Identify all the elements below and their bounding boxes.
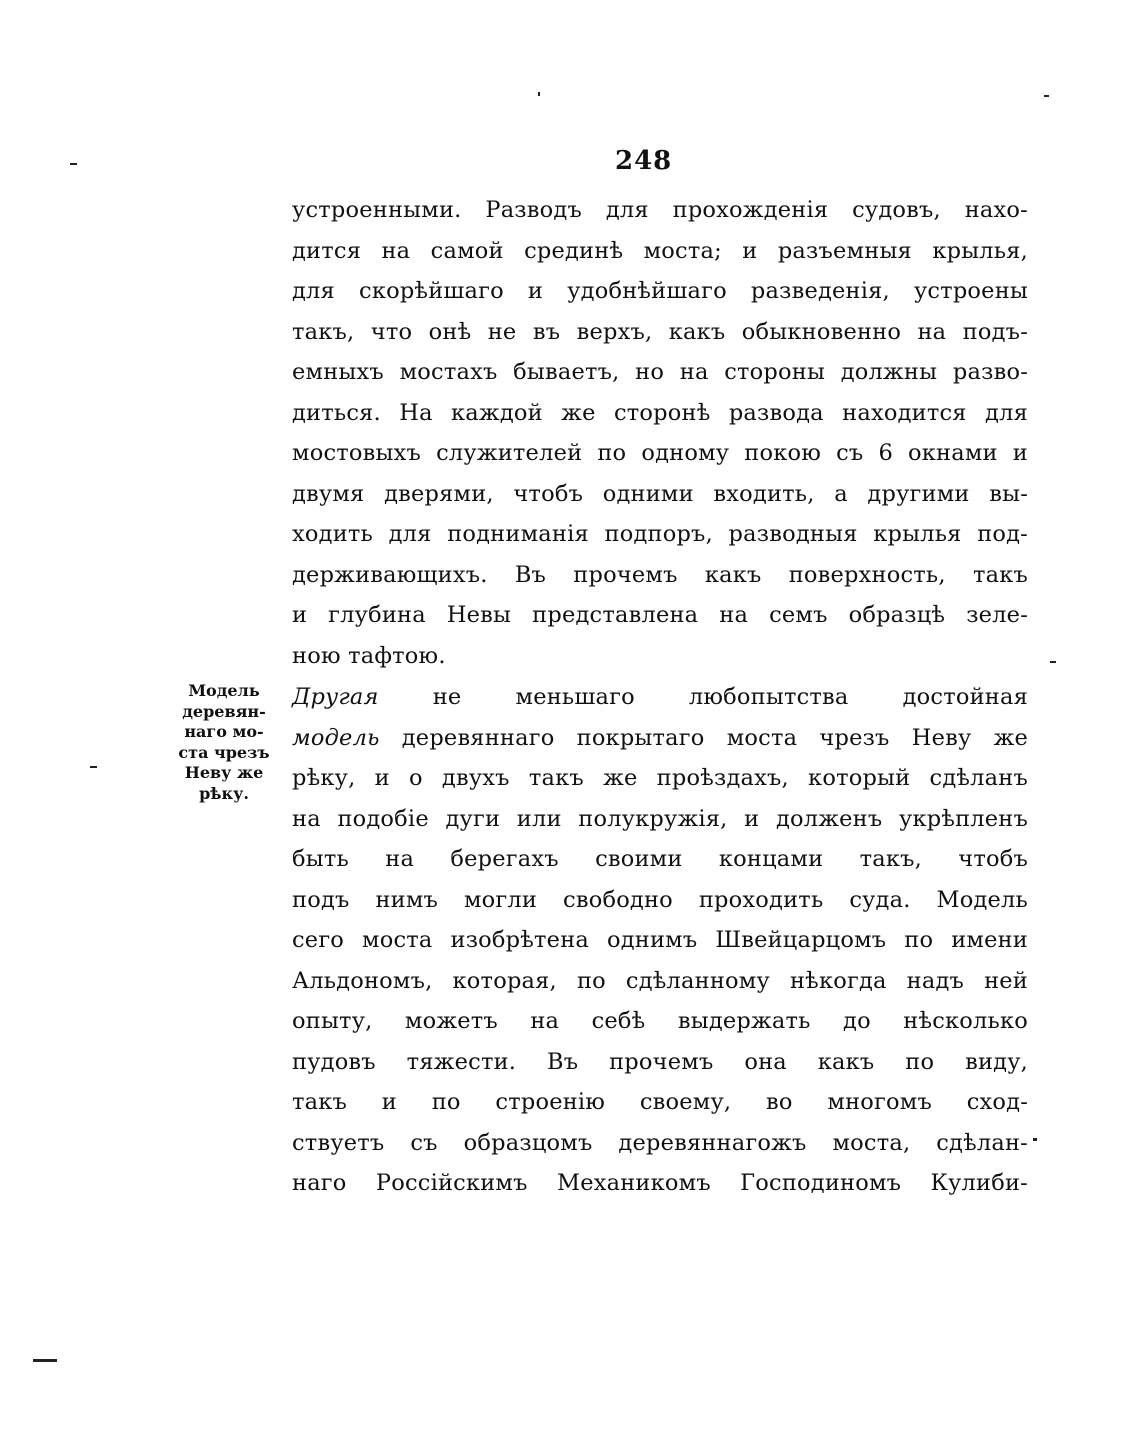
scan-speck [1044,95,1049,97]
text-line: ствуетъ съ образцомъ деревяннагожъ моста, сдѣлан- [292,1129,1028,1156]
paragraph-bridge-model [292,677,1028,1204]
text-line [292,677,1028,718]
margin-note [168,681,280,804]
text-line: пудовъ тяжести. Въ прочемъ она какъ по виду, [292,1048,1028,1075]
margin-note-line: ста чрезъ [178,742,270,762]
text-line: Альдономъ, которая, по сдѣланному нѣкогда надъ ней [292,967,1028,994]
text-span: не меньшаго любопытства достойная [432,684,1029,710]
text-line: держивающихъ. Въ прочемъ какъ поверхность, такъ [292,561,1028,588]
scan-speck [538,92,540,96]
text-line: на подобіе дуги или полукружія, и долженъ укрѣпленъ [292,805,1028,832]
text-line: дится на самой срединѣ моста; и разъемныя крылья, [292,237,1028,264]
text-line: мостовыхъ служителей по одному покою съ 6 окнами и [292,440,1028,466]
text-line: такъ и по строенію своему, во многомъ сход- [292,1089,1028,1115]
paragraph-bridge-draw [292,190,1028,676]
page-number: 248 [615,146,673,176]
scan-speck [90,766,97,768]
text-line: для скорѣйшаго и удобнѣйшаго разведенія, устроены [292,278,1028,304]
text-line: рѣку, и о двухъ такъ же проѣздахъ, который сдѣланъ [292,765,1028,791]
text-line: устроенными. Разводъ для прохожденія судовъ, нахо- [292,197,1028,223]
text-line [292,718,1028,759]
text-line: такъ, что онѣ не въ верхъ, какъ обыкновенно на подъ- [292,318,1028,345]
margin-note-line: Модель [188,681,260,700]
text-line: ною тафтою. [292,642,446,669]
italic-word: модель [292,724,380,751]
text-line: емныхъ мостахъ бываетъ, но на стороны должны разво- [292,359,1028,385]
text-line: и глубина Невы представлена на семъ образцѣ зеле- [292,602,1028,628]
scan-speck [1033,1138,1037,1141]
margin-note-line: наго мо- [184,722,264,741]
margin-note-line: рѣку. [199,783,249,803]
text-line: двумя дверями, чтобъ одними входить, а другими вы- [292,480,1028,507]
text-line: сего моста изобрѣтена однимъ Швейцарцомъ по имени [292,927,1028,953]
text-span: деревяннаго покрытаго моста чрезъ Неву же [401,724,1028,751]
text-line: ходить для подниманія подпоръ, разводныя крылья под- [292,521,1028,547]
text-line: диться. На каждой же сторонѣ разводa находится для [292,399,1028,426]
scan-speck [70,163,77,165]
scan-speck [33,1359,57,1362]
text-line: наго Россійскимъ Механикомъ Господиномъ Кулиби- [292,1170,1028,1196]
margin-note-line: Неву же [184,763,264,782]
text-line: быть на берегахъ своими концами такъ, чтобъ [292,846,1028,872]
margin-note-line: деревян- [182,701,266,721]
italic-word: Другая [292,684,379,710]
scan-speck [1050,661,1056,663]
text-line: опыту, можетъ на себѣ выдержать до нѣсколько [292,1008,1028,1034]
text-line: подъ нимъ могли свободно проходить суда. Модель [292,886,1028,913]
